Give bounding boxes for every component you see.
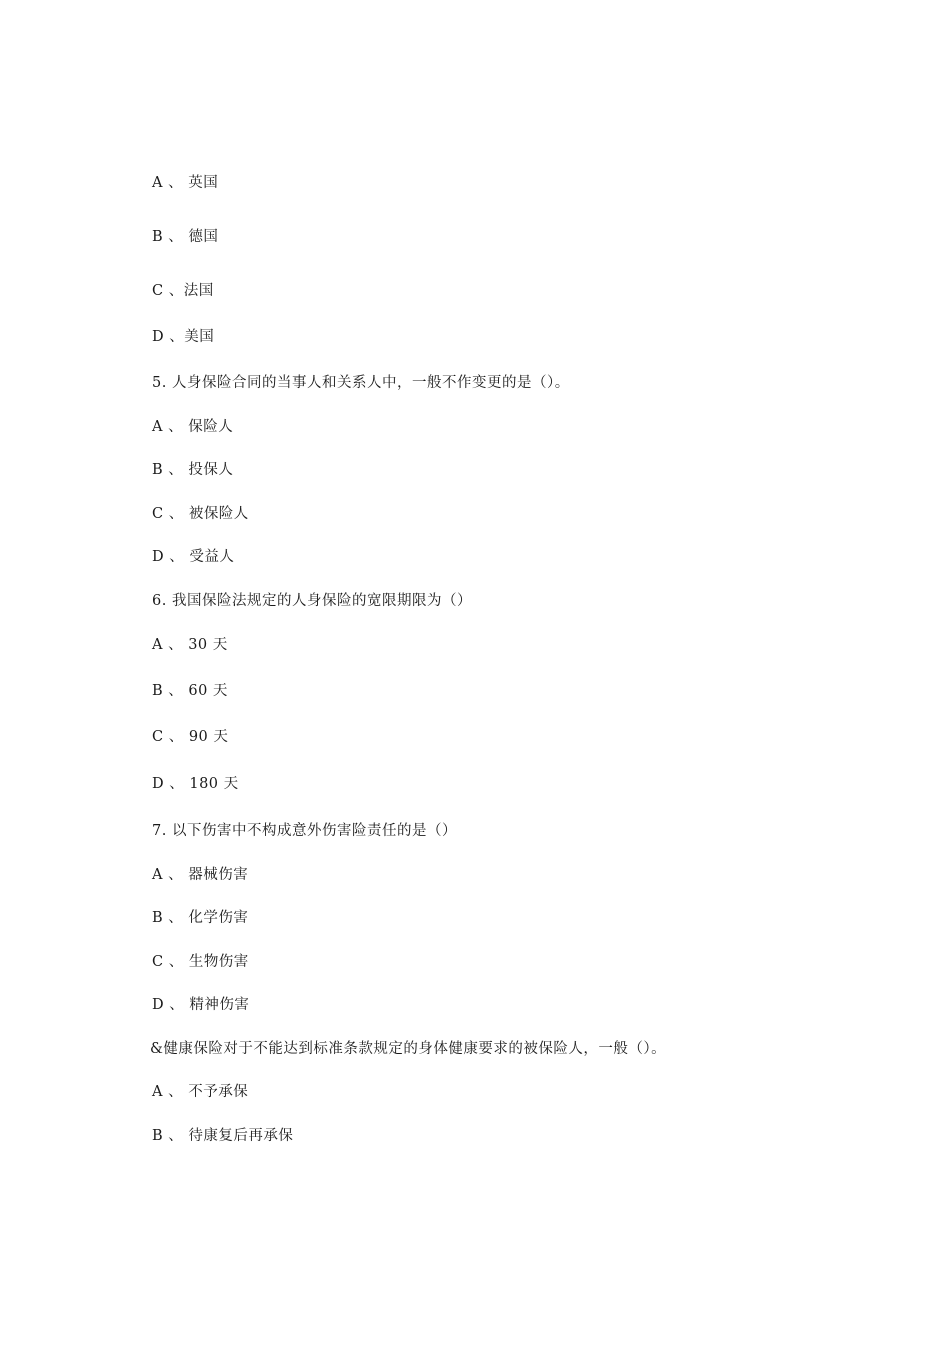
q8-question: &健康保险对于不能达到标准条款规定的身体健康要求的被保险人，一般（）。 — [150, 1041, 667, 1057]
q4-option-b: B 、 德国 — [152, 229, 219, 245]
q8-option-a: A 、 不予承保 — [152, 1084, 249, 1100]
q5-option-b: B 、 投保人 — [152, 462, 234, 478]
q5-option-a: A 、 保险人 — [152, 419, 234, 435]
q7-option-c: C 、 生物伤害 — [152, 954, 249, 970]
q5-option-c: C 、 被保险人 — [152, 506, 249, 522]
q7-option-b: B 、 化学伤害 — [152, 910, 249, 926]
q7-option-d: D 、 精神伤害 — [152, 997, 250, 1013]
q6-option-b: B 、 60 天 — [152, 683, 228, 699]
q5-question: 5. 人身保险合同的当事人和关系人中，一般不作变更的是（）。 — [152, 375, 570, 391]
q4-option-d: D 、美国 — [152, 329, 215, 345]
q4-option-c: C 、法国 — [152, 283, 214, 299]
q5-option-d: D 、 受益人 — [152, 549, 235, 565]
q4-option-a: A 、 英国 — [152, 175, 219, 191]
q6-option-d: D 、 180 天 — [152, 776, 239, 792]
q8-option-b: B 、 待康复后再承保 — [152, 1128, 294, 1144]
q6-option-c: C 、 90 天 — [152, 729, 229, 745]
q6-option-a: A 、 30 天 — [152, 637, 228, 653]
q7-question: 7. 以下伤害中不构成意外伤害险责任的是（） — [152, 823, 457, 839]
q7-option-a: A 、 器械伤害 — [152, 867, 249, 883]
q6-question: 6. 我国保险法规定的人身保险的宽限期限为（） — [152, 593, 472, 609]
